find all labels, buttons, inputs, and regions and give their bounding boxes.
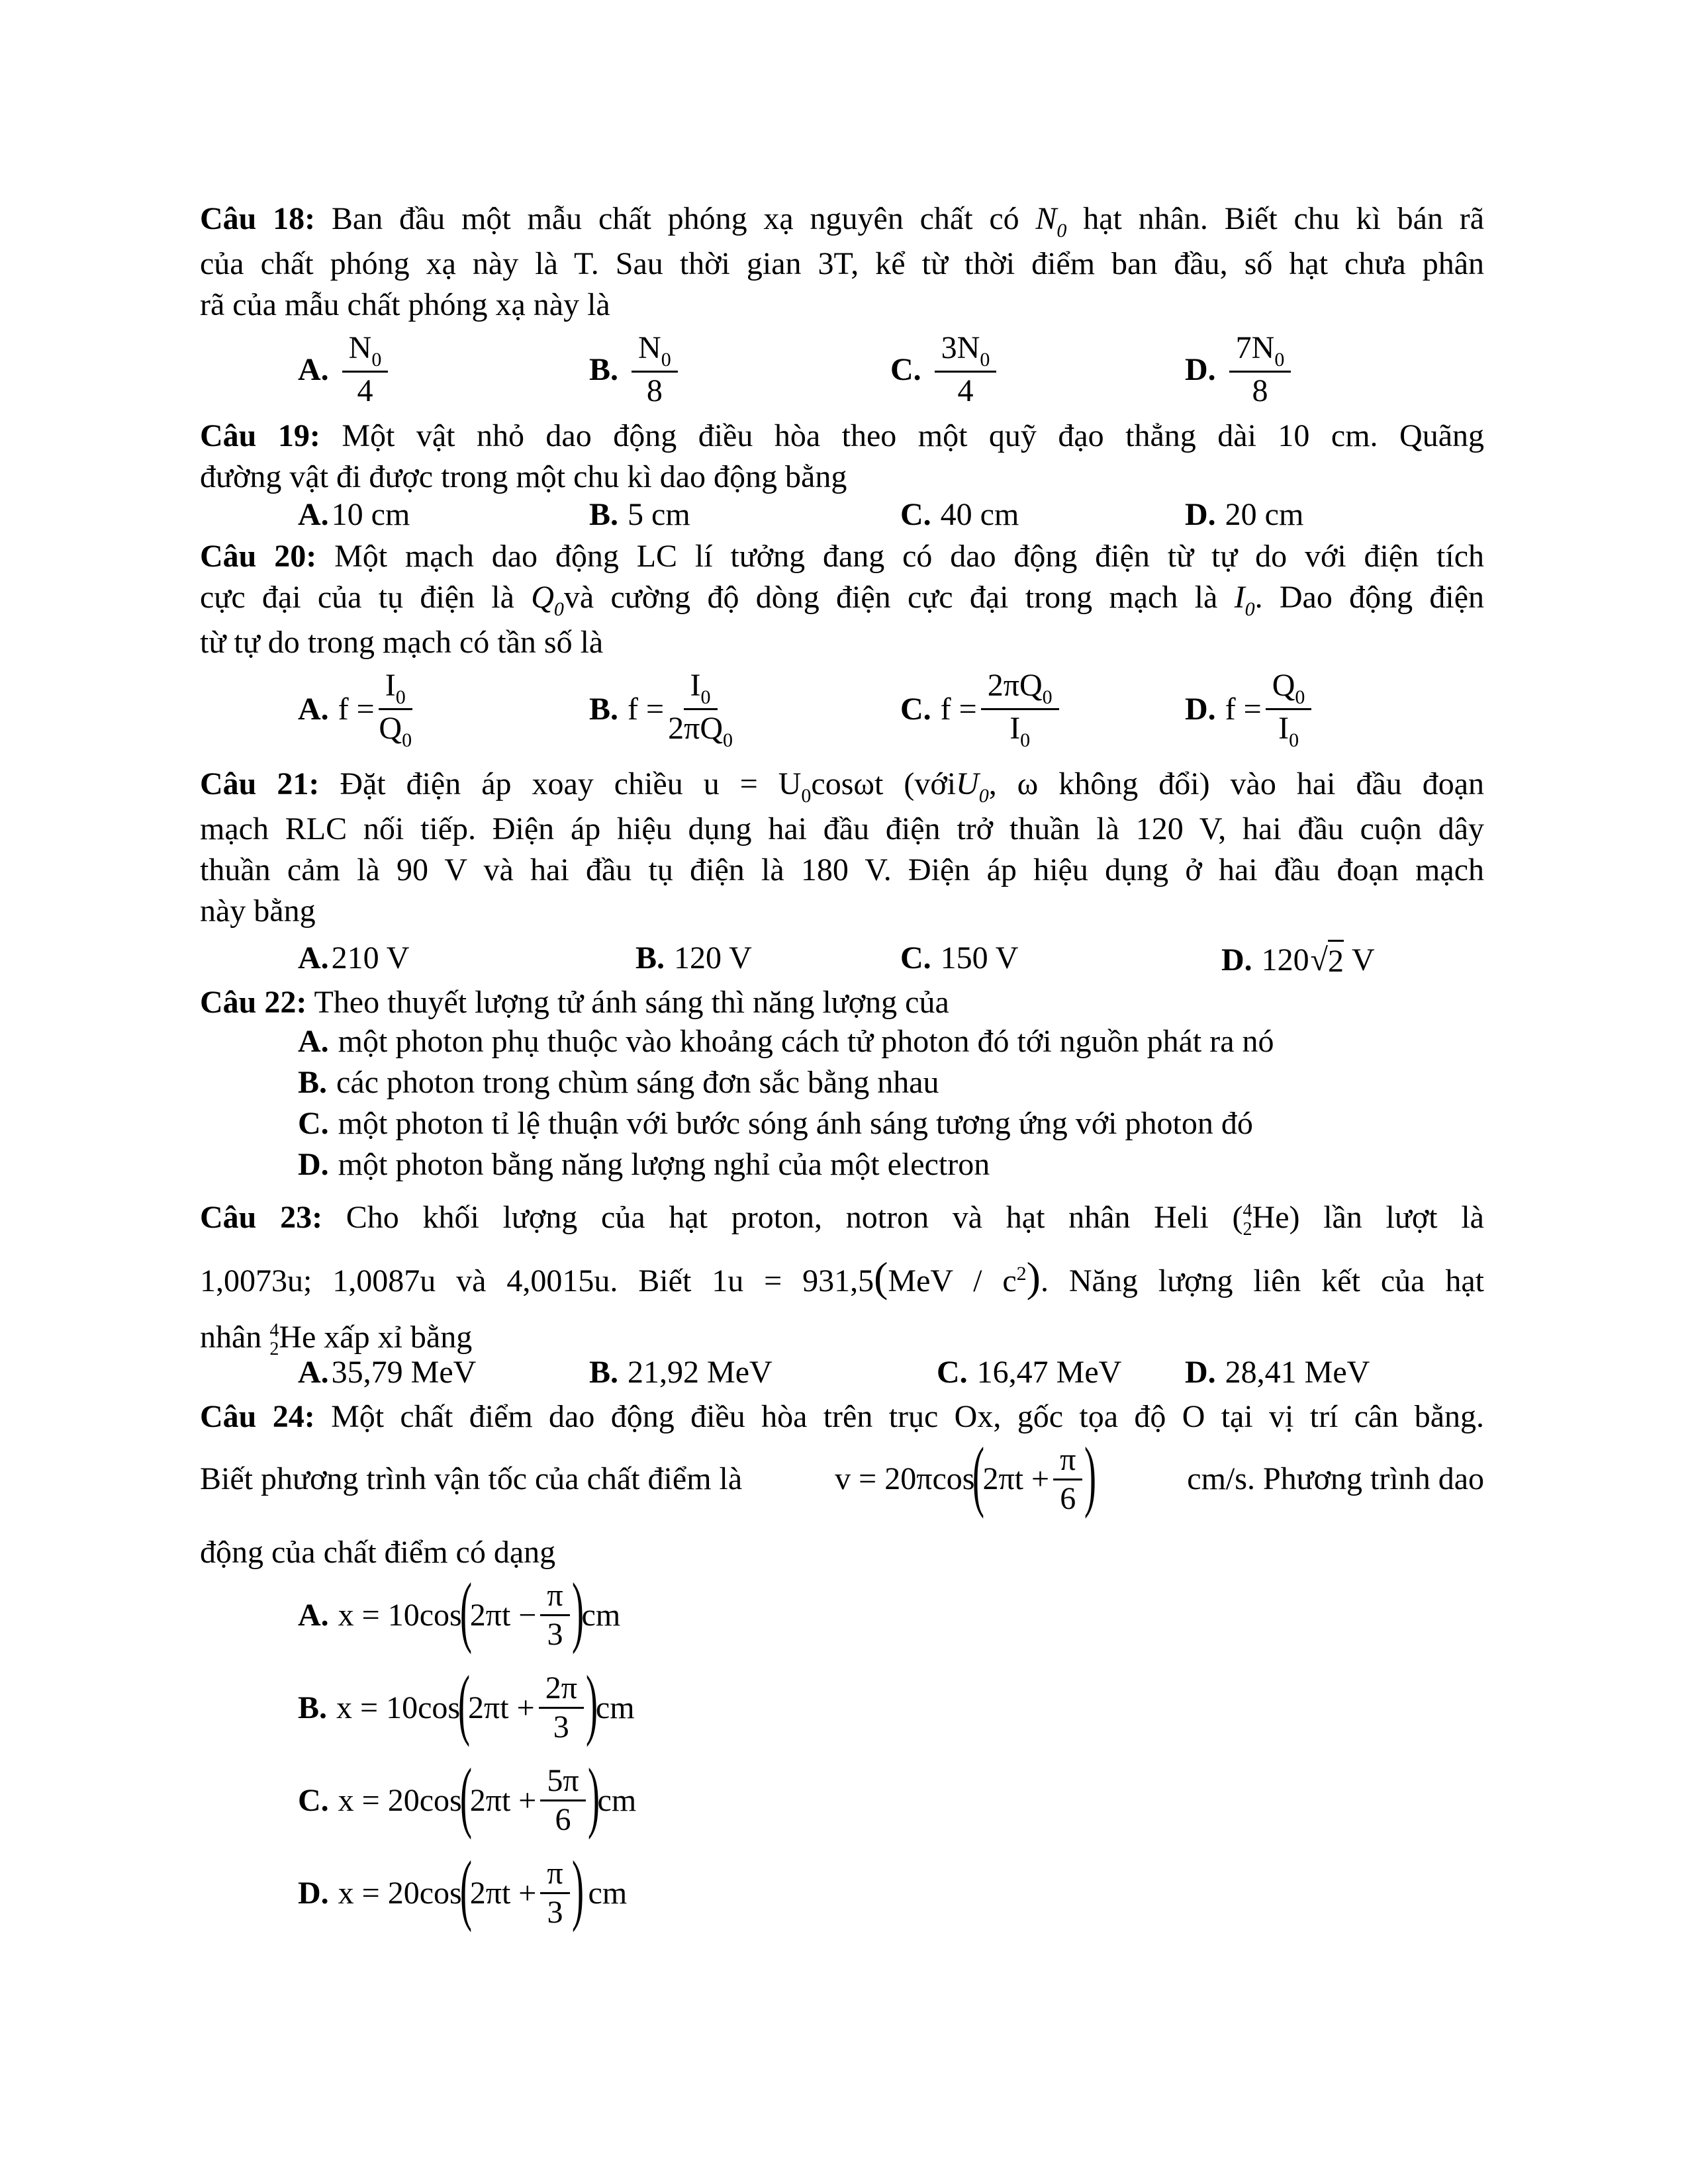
q18-option-d[interactable]: D. $\frac{7N_0}{8}$ bbox=[1185, 331, 1295, 408]
q20-option-c[interactable]: C. f = $\frac{2\pi Q_0}{I_0}$ bbox=[900, 668, 1063, 750]
q21-option-b[interactable]: B. 120 V bbox=[635, 940, 752, 976]
question-22: Câu 22: Theo thuyết lượng tử ánh sáng thì năng lượng của bbox=[200, 985, 949, 1020]
question-23: Câu 23: Cho khối lượng của hạt proton, notron và hạt nhân Heli ( 4 2 He) lần lượt là 1,0073u; 1,0087u và 4,0015u. Biết $1u = 931,5(MeV / c^2)$. Năng lượng liên kết của hạt nhân 4 2 He xấp xỉ bằng bbox=[200, 1200, 1485, 1359]
question-24-line-3: động của chất điểm có dạng bbox=[200, 1535, 556, 1570]
q18-option-c[interactable]: C. $\frac{3N_0}{4}$ bbox=[890, 331, 1000, 408]
q23-option-d[interactable]: D. 28,41 MeV bbox=[1185, 1355, 1370, 1390]
q24-velocity-equation: v = 20πcos ( 2πt + $\frac{\pi}{6}$ ) bbox=[835, 1431, 1097, 1519]
q18-n0: $N_0$ bbox=[1035, 201, 1067, 242]
q22-option-a[interactable]: A. một photon phụ thuộc vào khoảng cách tử photon đó tới nguồn phát ra nó bbox=[298, 1024, 1274, 1059]
q19-label: Câu 19: bbox=[200, 418, 320, 453]
q18-option-a[interactable]: A. $\frac{N_0}{4}$ bbox=[298, 331, 392, 408]
question-24-line-2: Biết phương trình vận tốc của chất điểm là v = 20πcos ( 2πt + $\frac{\pi}{6}$ ) cm/s. Phương trình dao bbox=[200, 1431, 1484, 1519]
q20-q0: $Q_0$ bbox=[531, 580, 564, 620]
q23-option-a[interactable]: A. 35,79 MeV bbox=[298, 1355, 477, 1390]
q19-option-c[interactable]: C. 40 cm bbox=[900, 497, 1019, 532]
q18-text-2: của chất phóng xạ này là T. Sau thời gian 3T, kể từ thời điểm ban đầu, số hạt chưa phân bbox=[200, 246, 1484, 281]
q23-option-b[interactable]: B. 21,92 MeV bbox=[589, 1355, 773, 1390]
q19-option-b[interactable]: B. 5 cm bbox=[589, 497, 690, 532]
q24-option-d[interactable]: D. x = 20cos ( 2πt + $\frac{\pi}{3}$ ) cm bbox=[298, 1844, 628, 1933]
question-21: Câu 21: Đặt điện áp xoay chiều $u = U_0\cos\omega t$ (vớiU$_0$, ω không đổi) vào hai đầu đoạn mạch RLC nối tiếp. Điện áp hiệu dụng hai đầu điện trở thuần là 120 V, hai đầu cuộn dây thuần cảm là 90 V và hai đầu tụ điện là 180 V. Điện áp hiệu dụng ở hai đầu đoạn mạch này bằng bbox=[200, 764, 1484, 932]
q19-text-1: Một vật nhỏ dao động điều hòa theo một quỹ đạo thẳng dài 10 cm. Quãng bbox=[342, 418, 1484, 453]
question-24: Câu 24: Một chất điểm dao động điều hòa trên trục Ox, gốc tọa độ O tại vị trí cân bằng. bbox=[200, 1399, 1485, 1434]
q21-label: Câu 21: bbox=[200, 766, 320, 801]
q20-text-3: từ tự do trong mạch có tần số là bbox=[200, 625, 604, 660]
q19-option-d[interactable]: D. 20 cm bbox=[1185, 497, 1304, 532]
q18-text-3: rã của mẫu chất phóng xạ này là bbox=[200, 287, 610, 322]
q21-text-4: này bằng bbox=[200, 893, 316, 929]
q20-i0: $I_0$ bbox=[1234, 580, 1255, 620]
q21-text-2: mạch RLC nối tiếp. Điện áp hiệu dụng hai đầu điện trở thuần là 120 V, hai đầu cuộn dây bbox=[200, 811, 1484, 846]
q22-option-c[interactable]: C. một photon tỉ lệ thuận với bước sóng ánh sáng tương ứng với photon đó bbox=[298, 1106, 1253, 1141]
q24-label: Câu 24: bbox=[200, 1399, 315, 1434]
q22-option-d[interactable]: D. một photon bằng năng lượng nghỉ của một electron bbox=[298, 1147, 990, 1182]
q20-option-b[interactable]: B. f = $\frac{I_0}{2\pi Q_0}$ bbox=[589, 668, 733, 751]
q20-option-a[interactable]: A. f = $\frac{I_0}{Q_0}$ bbox=[298, 668, 412, 751]
q22-option-b[interactable]: B. các photon trong chùm sáng đơn sắc bằng nhau bbox=[298, 1065, 939, 1100]
q24-option-b[interactable]: B. x = 10cos ( 2πt + $\frac{2\pi}{3}$ ) cm bbox=[298, 1659, 635, 1747]
q24-option-a[interactable]: A. x = 10cos ( 2πt − $\frac{\pi}{3}$ ) cm bbox=[298, 1567, 621, 1655]
q20-label: Câu 20: bbox=[200, 539, 317, 574]
q20-option-d[interactable]: D. f = $\frac{Q_0}{I_0}$ bbox=[1185, 668, 1315, 750]
q22-label: Câu 22: bbox=[200, 985, 307, 1020]
q21-option-c[interactable]: C. 150 V bbox=[900, 940, 1019, 976]
q24-option-c[interactable]: C. x = 20cos ( 2πt + $\frac{5\pi}{6}$ ) cm bbox=[298, 1752, 637, 1840]
question-18 bbox=[200, 199, 1484, 326]
q18-text-1b: hạt nhân. Biết chu kì bán rã bbox=[1083, 201, 1485, 236]
q18-label: Câu 18: bbox=[200, 201, 316, 236]
question-19 bbox=[200, 416, 1484, 498]
q19-option-a[interactable]: A. 10 cm bbox=[298, 497, 410, 532]
q20-text-1: Một mạch dao động LC lí tưởng đang có dao động điện từ tự do với điện tích bbox=[334, 539, 1485, 574]
q19-text-2: đường vật đi được trong một chu kì dao động bằng bbox=[200, 459, 847, 494]
q21-text-3: thuần cảm là 90 V và hai đầu tụ điện là 180 V. Điện áp hiệu dụng ở hai đầu đoạn mạch bbox=[200, 852, 1484, 887]
q21-option-d[interactable]: D. 120 √ 2 V bbox=[1221, 940, 1375, 979]
q23-option-c[interactable]: C. 16,47 MeV bbox=[937, 1355, 1122, 1390]
q18-option-b[interactable]: B. $\frac{N_0}{8}$ bbox=[589, 331, 682, 408]
q23-label: Câu 23: bbox=[200, 1200, 323, 1235]
q18-text-1a: Ban đầu một mẫu chất phóng xạ nguyên chất có bbox=[331, 201, 1019, 236]
q21-option-a[interactable]: A. 210 V bbox=[298, 940, 410, 976]
question-20: Câu 20: Một mạch dao động LC lí tưởng đang có dao động điện từ tự do với điện tích cực đại của tụ điện là $Q_0và$ cường độ dòng điện cực đại trong mạch là $I_0$. Dao động điện từ tự do trong mạch có tần số là bbox=[200, 536, 1484, 663]
q21-equation: $u = U_0\cos\omega t$ bbox=[703, 766, 884, 807]
